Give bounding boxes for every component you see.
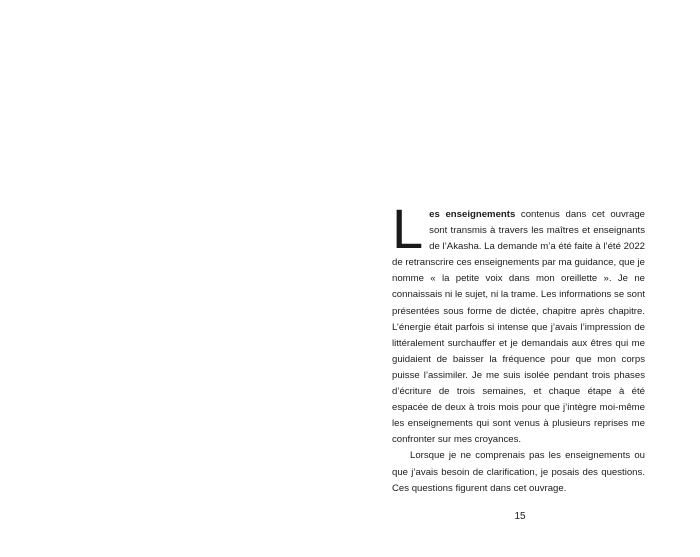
paragraph-1: [392, 197, 645, 448]
page-number: 15: [514, 511, 526, 522]
drop-cap: L: [392, 197, 424, 260]
lead-words: es enseignements: [429, 209, 516, 220]
paragraph-2: Lorsque je ne comprenais pas les enseignements ou que j’avais besoin de clarification, je posais des questions. Ces questions figurent dans cet ouvrage.: [392, 450, 645, 494]
paragraph-1-text: contenus dans cet ouvrage sont transmis à travers les maîtres et enseignants de l’Akasha. La demande m’a été faite à l’été 2022 de retranscrire ces enseignements par ma guidance, que je nomme « la petite voix dans mon oreillette ». Je ne connaissais ni le sujet, ni la trame. Les informations se sont présentées sous forme de dictée, chapitre après chapitre. L’énergie était parfois si intense que j’avais l’impression de littéralement surchauffer et je demandais aux êtres qui me guidaient de baisser la fréquence pour que mon corps puisse l’assimiler. Je me suis isolée pendant trois phases d’écriture de trois semaines, et chaque étape à été espacée de deux à trois mois pour que j’intègre moi-même les enseignements qui sont venus à plusieurs reprises me confronter sur mes croyances.: [392, 209, 645, 446]
body-text: [392, 197, 645, 497]
